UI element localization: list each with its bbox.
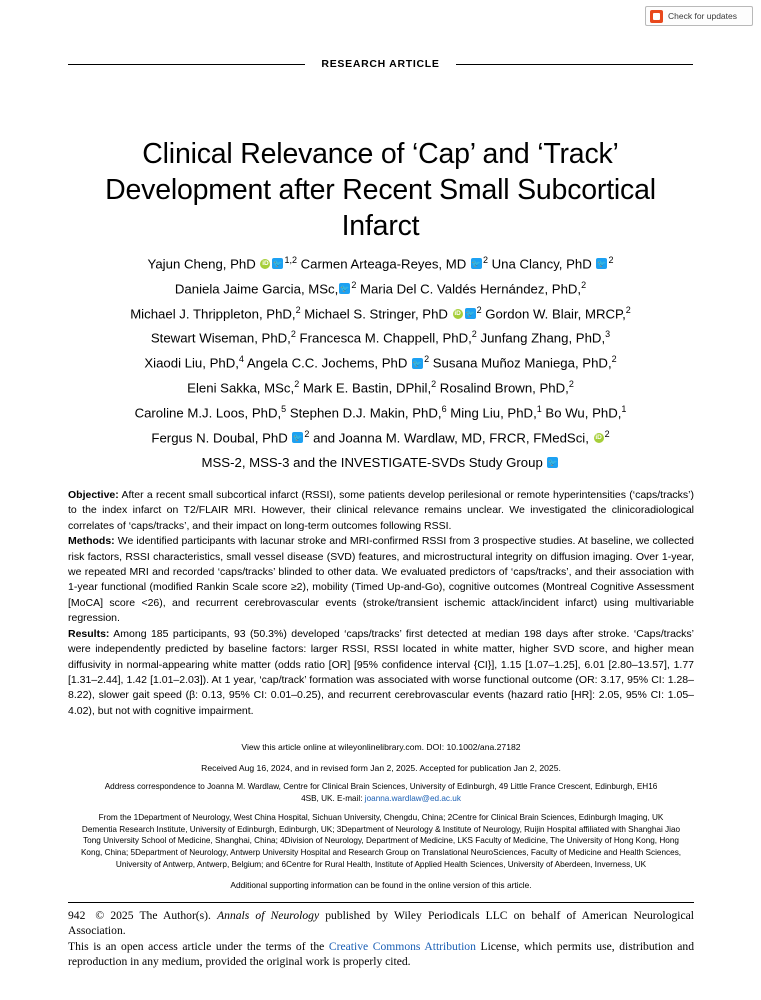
- article-type-band: [68, 58, 693, 70]
- twitter-icon[interactable]: [412, 358, 423, 369]
- twitter-icon[interactable]: [272, 258, 283, 269]
- license-line-pre: This is an open access article under the terms of the: [68, 939, 329, 953]
- abstract-methods-text: We identified participants with lacunar stroke and MRI-confirmed RSSI from 3 prospective studies. At baseline, we collected risk factors, RSSI characteristics, small vessel disease (SVD) features, and microstructural integrity on diffusion imaging. Over 1-year, we repeated MRI and recorded ‘caps/tracks’ blinded to other data. We evaluated predictors of ‘caps/tracks’, and their association with 1-year functional (modified Rankin Scale score ≥2), mobility (Timed Up-and-Go), cognitive outcomes (Montreal Cognitive Assessment [MoCA] score <26), and recurrent cerebrovascular events (stroke/transient ischemic attack/incident infarct) using multivariable regression.: [68, 535, 694, 625]
- twitter-icon[interactable]: [471, 258, 482, 269]
- creative-commons-link[interactable]: Creative Commons Attribution: [328, 939, 476, 953]
- affiliations: From the 1Department of Neurology, West China Hospital, Sichuan University, Chengdu, China; 2Centre for Clinical Brain Sciences, Edinburgh Imaging, UK Dementia Research Institute, University of Edinburgh, Edinburgh, UK; 3Department of Neurology & Institute of Neurology, Ruijin Hospital affiliated with Shanghai Jiao Tong University School of Medicine, Shanghai, China; 4Division of Neurology, Department of Medicine, LKS Faculty of Medicine, The University of Hong Kong, Hong Kong, China; 5Department of Neurology, Antwerp University Hospital and Research Group on Translational NeuroSciences, Faculty of Medicine and Health Sciences, University of Antwerp, Antwerp, Belgium; and 6Centre for Rural Health, Institute of Applied Health Sciences, University of Aberdeen, Inverness, UK: [80, 813, 682, 869]
- address-line-1: Address correspondence to Joanna M. Wardlaw, Centre for Clinical Brain Sciences, University of Edinburgh, 49 Little France Crescent, Edinburgh, EH16: [104, 782, 658, 791]
- author-line: Fergus N. Doubal, PhD 🐦$^2$ and Joanna M. Wardlaw, MD, FRCR, FMedSci, $iD^2$: [58, 426, 703, 451]
- check-for-updates-label: Check for updates: [668, 11, 737, 21]
- author-list: [58, 252, 703, 475]
- page-title: Clinical Relevance of ‘Cap’ and ‘Track’ Development after Recent Small Subcortical Infarct: [105, 138, 656, 242]
- orcid-icon[interactable]: [260, 259, 270, 269]
- author-line: Daniela Jaime Garcia, MSc, 🐦 $^2$ Maria Del C. Valdés Hernández, PhD,$^2$: [58, 277, 703, 302]
- author-line: Xiaodi Liu, PhD,$^4$ Angela C.C. Jochems, PhD 🐦$^2$ Susana Muñoz Maniega, PhD,$^2$: [58, 351, 703, 376]
- check-for-updates-badge[interactable]: [645, 6, 753, 26]
- abstract-results: [68, 627, 694, 719]
- twitter-icon[interactable]: [465, 308, 476, 319]
- twitter-icon[interactable]: [292, 432, 303, 443]
- copyright-line-1-pre: © 2025 The Author(s).: [95, 909, 218, 922]
- orcid-icon[interactable]: [453, 309, 463, 319]
- abstract-objective-text: After a recent small subcortical infarct (RSSI), some patients develop perilesional or remote hyperintensities (‘caps/tracks’) to the index infarct on T2/FLAIR MRI. However, their clinical relevance remains unclear. We investigated the clinicoradiological correlates of ‘caps/tracks’, and their impact on long-term outcomes following RSSI.: [68, 489, 694, 532]
- correspondence-email-link[interactable]: joanna.wardlaw@ed.ac.uk: [364, 793, 461, 803]
- article-online-link[interactable]: View this article online at wileyonlinelibrary.com. DOI: 10.1002/ana.27182: [241, 742, 521, 752]
- license-line-post: License, which permits use, distribution and reproduction in any medium, provided the original work is properly cited.: [68, 939, 694, 969]
- author-line: Eleni Sakka, MSc,$^2$ Mark E. Bastin, DPhil,$^2$ Rosalind Brown, PhD,$^2$: [187, 379, 574, 396]
- abstract: [68, 488, 694, 719]
- abstract-objective: [68, 488, 694, 534]
- crossmark-icon: [650, 10, 663, 23]
- abstract-methods-label: Methods:: [68, 535, 115, 548]
- page-number: 942: [68, 909, 86, 922]
- study-group-line: MSS-2, MSS-3 and the INVESTIGATE-SVDs Study Group 🐦: [58, 451, 703, 475]
- correspondence-address: [68, 781, 694, 804]
- copyright-block: [68, 908, 694, 970]
- journal-name: Annals of Neurology: [217, 909, 320, 922]
- orcid-icon[interactable]: [594, 433, 604, 443]
- header-rule-left: [68, 64, 305, 65]
- abstract-results-text: Among 185 participants, 93 (50.3%) developed ‘caps/tracks’ first detected at median 198 days after stroke. ‘Caps/tracks’ were independently predicted by baseline factors: larger RSSI, RSSI located in white matter, higher SVD score, and higher mean diffusivity in normal-appearing white matter (odds ratio [OR] [95% confidence interval {CI}], 1.15 [1.07–1.25], 6.01 [2.80–13.57], 1.77 [1.31–2.44], 1.42 [1.01–2.03]). At 1 year, ‘cap/track’ formation was associated with worse functional outcome (OR: 3.17, 95% CI: 1.28–8.22), slower gait speed (β: 0.13, 95% CI: 0.01–0.25), and recurrent cerebrovascular events (hazard ratio [HR]: 2.05, 95% CI: 1.05–4.02), but not with cognitive impairment.: [68, 627, 694, 717]
- header-rule-right: [456, 64, 693, 65]
- supporting-information-note: Additional supporting information can be found in the online version of this article.: [230, 880, 532, 890]
- abstract-methods: [68, 534, 694, 626]
- abstract-objective-label: Objective:: [68, 489, 119, 501]
- author-line: Michael J. Thrippleton, PhD,$^2$ Michael S. Stringer, PhD iD 🐦 $^2$ Gordon W. Blair, MRCP,$^2$: [58, 302, 703, 327]
- footer-divider: [68, 902, 694, 903]
- twitter-icon[interactable]: [339, 283, 350, 294]
- address-line-2-prefix: 4SB, UK. E-mail:: [301, 793, 365, 803]
- abstract-results-label: Results:: [68, 627, 110, 640]
- twitter-icon[interactable]: [596, 258, 607, 269]
- article-type-label: RESEARCH ARTICLE: [321, 58, 440, 70]
- author-line: Caroline M.J. Loos, PhD,$^5$ Stephen D.J. Makin, PhD,$^6$ Ming Liu, PhD,$^1$ Bo Wu, PhD,$^1$: [134, 403, 627, 421]
- twitter-icon[interactable]: [547, 457, 558, 468]
- copyright-line-1-post: published by Wiley Periodicals LLC on behalf of American Neurological Association.: [68, 909, 694, 938]
- author-line: Stewart Wiseman, PhD,$^2$ Francesca M. Chappell, PhD,$^2$ Junfang Zhang, PhD,$^3$: [150, 329, 611, 346]
- author-line: Yajun Cheng, PhD iD 🐦 $^{1,2}$ Carmen Arteaga-Reyes, MD 🐦$^2$ Una Clancy, PhD 🐦$^2$: [58, 252, 703, 277]
- submission-dates: Received Aug 16, 2024, and in revised form Jan 2, 2025. Accepted for publication Jan 2, 2025.: [201, 763, 561, 773]
